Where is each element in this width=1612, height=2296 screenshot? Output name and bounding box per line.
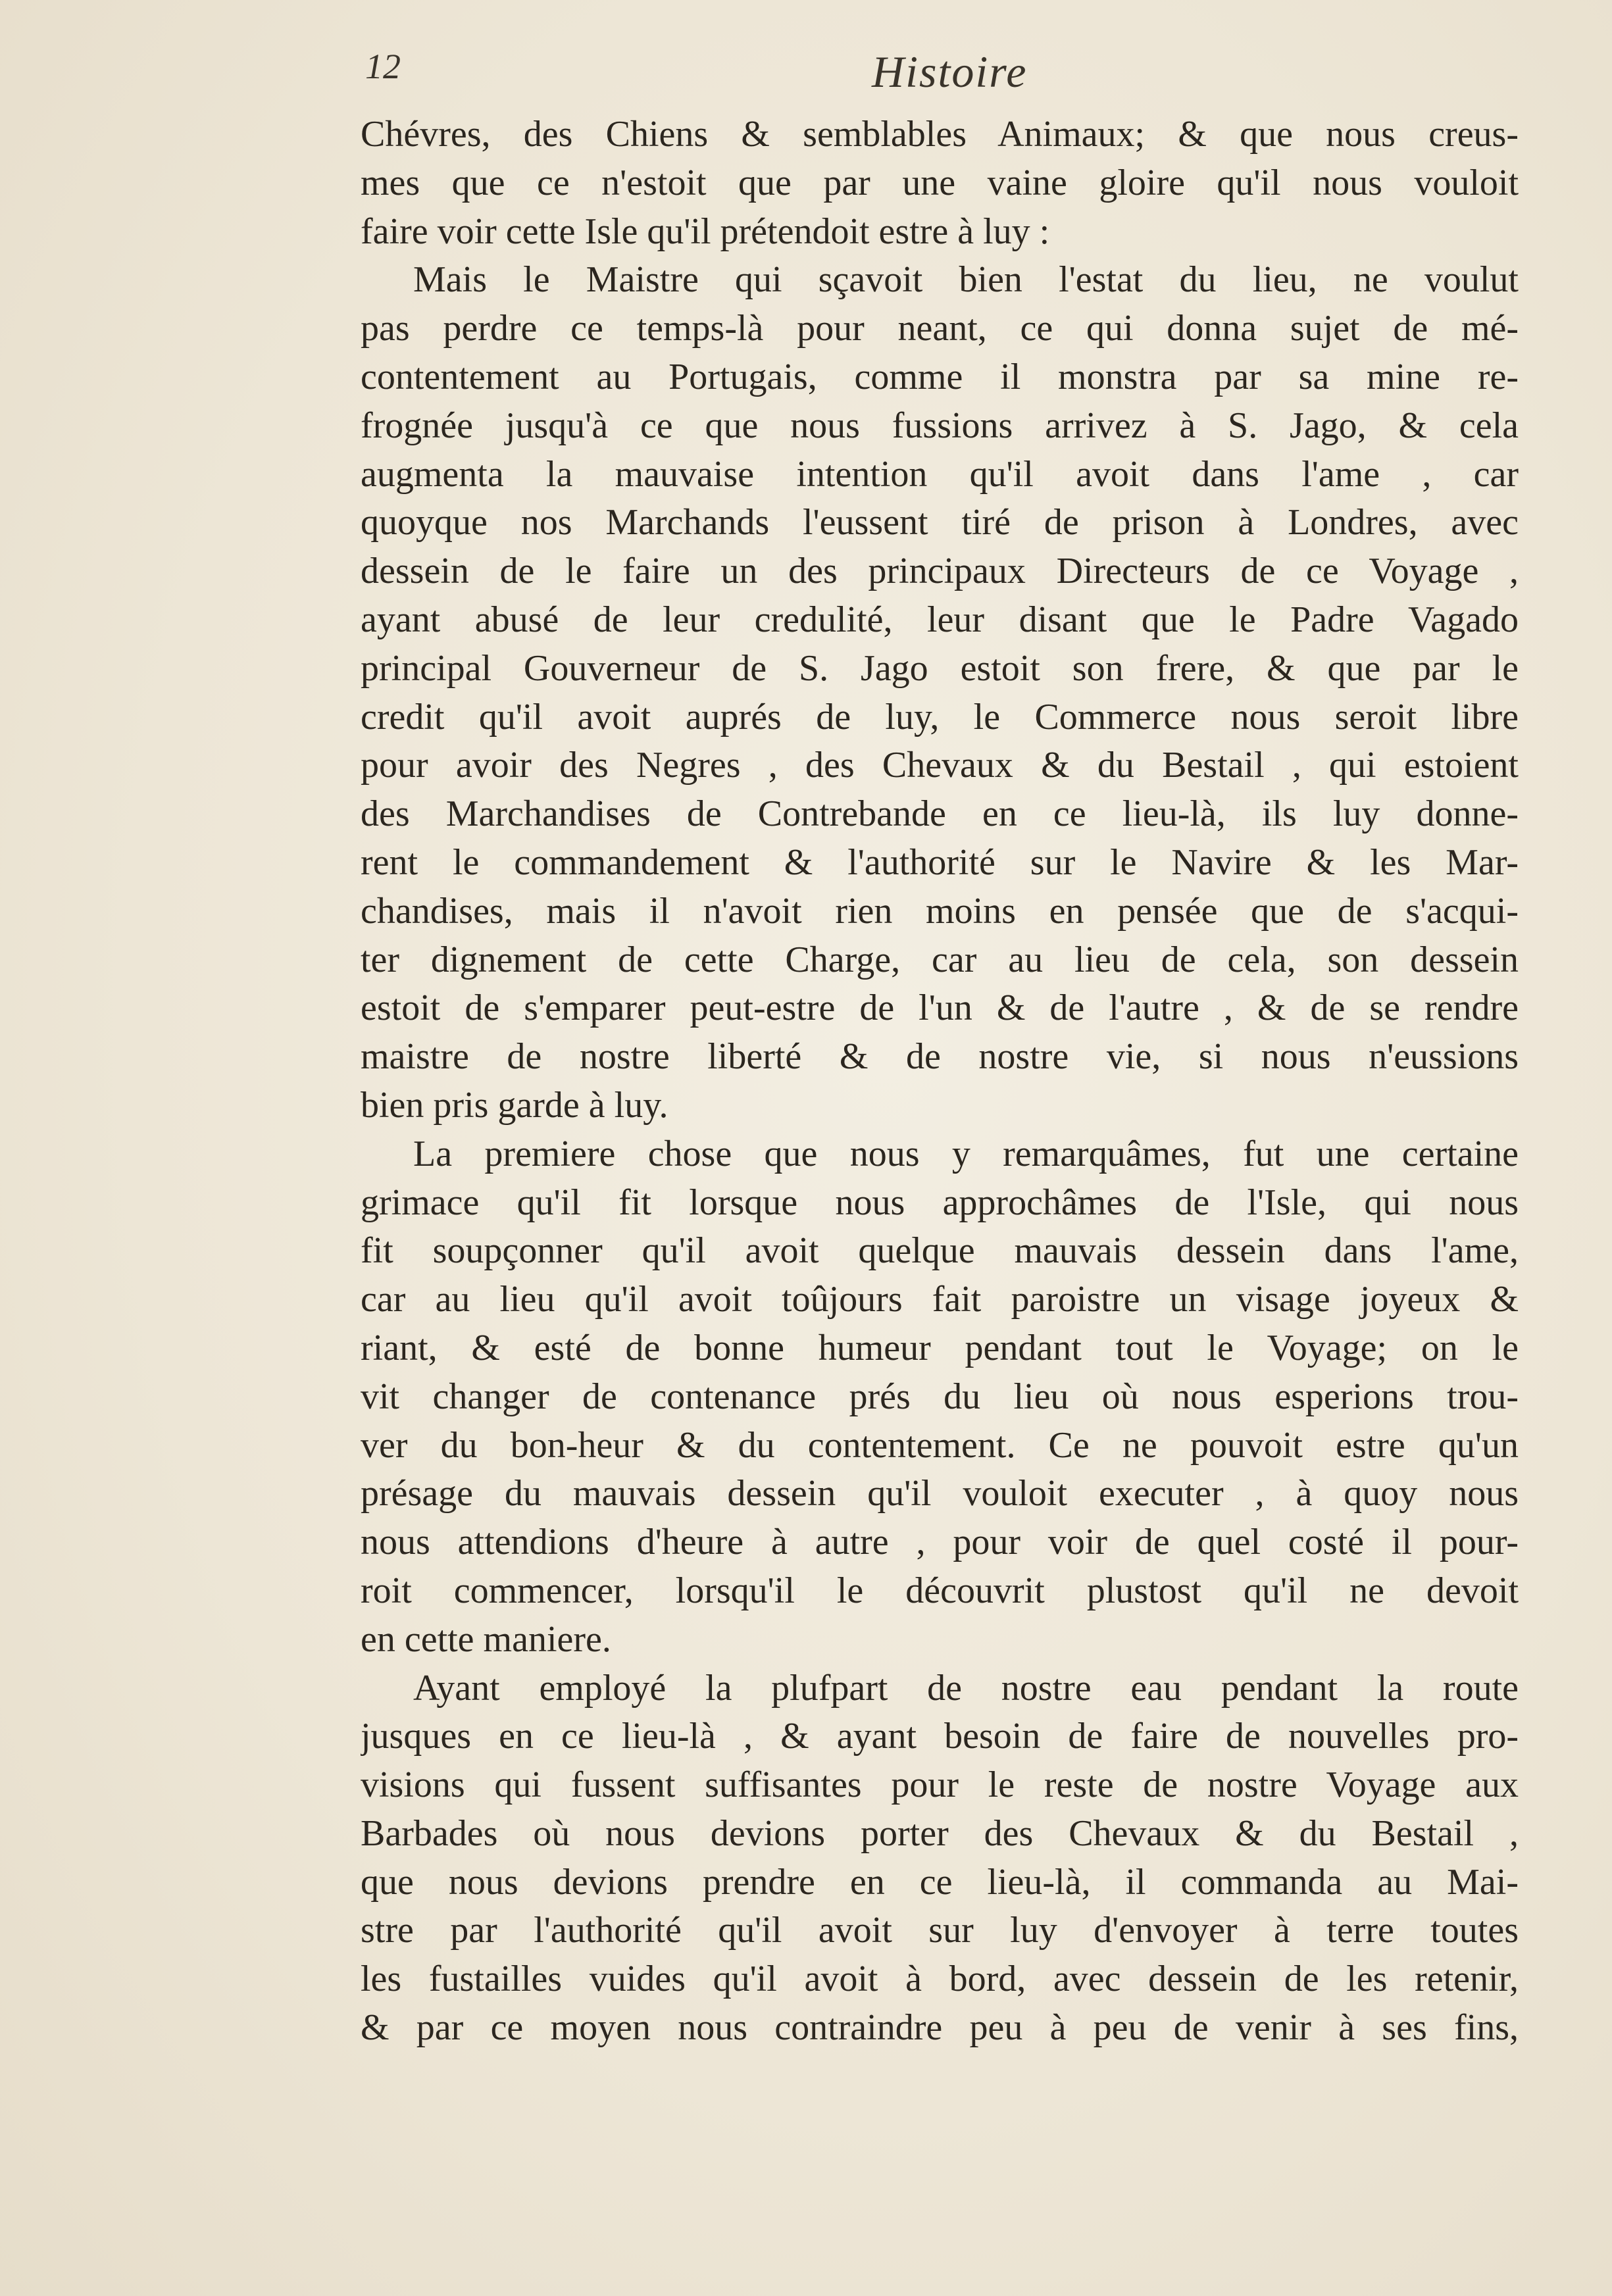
text-line: quoyque nos Marchands l'eussent tiré de prison à Londres, avec (361, 502, 1519, 543)
text-line: maistre de nostre liberté & de nostre vie, si nous n'eussions (361, 1036, 1519, 1078)
text-line: estoit de s'emparer peut-estre de l'un & de l'autre , & de se rendre (361, 987, 1519, 1029)
text-line: que nous devions prendre en ce lieu-là, il commanda au Mai- (361, 1861, 1519, 1903)
text-line: ver du bon-heur & du contentement. Ce ne pouvoit estre qu'un (361, 1424, 1519, 1466)
text-line: contentement au Portugais, comme il monstra par sa mine re- (361, 356, 1519, 397)
text-line: pas perdre ce temps-là pour neant, ce qui donna sujet de mé- (361, 308, 1519, 349)
running-head (365, 46, 1582, 112)
page-number: 12 (365, 47, 401, 86)
text-line: vit changer de contenance prés du lieu où nous esperions trou- (361, 1376, 1519, 1417)
text-line: car au lieu qu'il avoit toûjours fait paroistre un visage joyeux & (361, 1279, 1519, 1320)
text-line: principal Gouverneur de S. Jago estoit son frere, & que par le (361, 647, 1519, 689)
text-line: Ayant employé la plufpart de nostre eau pendant la route (413, 1667, 1519, 1709)
text-line: stre par l'authorité qu'il avoit sur luy d'envoyer à terre toutes (361, 1910, 1519, 1951)
text-line: en cette maniere. (361, 1618, 611, 1660)
text-line: ayant abusé de leur credulité, leur disant que le Padre Vagado (361, 599, 1519, 640)
text-line: mes que ce n'estoit que par une vaine gloire qu'il nous vouloit (361, 162, 1519, 203)
text-line: des Marchandises de Contrebande en ce lieu-là, ils luy donne- (361, 793, 1519, 835)
text-line: La premiere chose que nous y remarquâmes, fut une certaine (413, 1133, 1519, 1174)
text-line: roit commencer, lorsqu'il le découvrit plustost qu'il ne devoit (361, 1570, 1519, 1611)
text-line: ter dignement de cette Charge, car au lieu de cela, son dessein (361, 939, 1519, 980)
text-line: jusques en ce lieu-là , & ayant besoin de faire de nouvelles pro- (361, 1716, 1519, 1757)
text-line: présage du mauvais dessein qu'il vouloit executer , à quoy nous (361, 1473, 1519, 1514)
text-line: faire voir cette Isle qu'il prétendoit estre à luy : (361, 211, 1050, 252)
text-line: frognée jusqu'à ce que nous fussions arrivez à S. Jago, & cela (361, 405, 1519, 446)
text-line: grimace qu'il fit lorsque nous approchâmes de l'Isle, qui nous (361, 1182, 1519, 1223)
text-line: riant, & esté de bonne humeur pendant tout le Voyage; on le (361, 1327, 1519, 1368)
text-line: pour avoir des Negres , des Chevaux & du Bestail , qui estoient (361, 745, 1519, 786)
text-line: Mais le Maistre qui sçavoit bien l'estat du lieu, ne voulut (413, 259, 1519, 301)
text-line: les fustailles vuides qu'il avoit à bord, avec dessein de les retenir, (361, 1959, 1519, 2000)
text-line: credit qu'il avoit auprés de luy, le Commerce nous seroit libre (361, 696, 1519, 737)
text-line: chandises, mais il n'avoit rien moins en pensée que de s'acqui- (361, 890, 1519, 932)
text-line: & par ce moyen nous contraindre peu à peu de venir à ses fins, (361, 2007, 1519, 2049)
text-line: Chévres, des Chiens & semblables Animaux; & que nous creus- (361, 114, 1519, 155)
text-line: bien pris garde à luy. (361, 1084, 668, 1126)
text-line: nous attendions d'heure à autre , pour voir de quel costé il pour- (361, 1522, 1519, 1563)
body-text (361, 111, 1519, 2150)
text-line: Barbades où nous devions porter des Chevaux & du Bestail , (361, 1812, 1519, 1854)
page-title: Histoire (872, 47, 1028, 97)
text-line: augmenta la mauvaise intention qu'il avoit dans l'ame , car (361, 453, 1519, 495)
text-line: rent le commandement & l'authorité sur le Navire & les Mar- (361, 841, 1519, 883)
text-line: dessein de le faire un des principaux Directeurs de ce Voyage , (361, 551, 1519, 592)
text-line: visions qui fussent suffisantes pour le reste de nostre Voyage aux (361, 1764, 1519, 1806)
text-line: fit soupçonner qu'il avoit quelque mauvais dessein dans l'ame, (361, 1230, 1519, 1272)
